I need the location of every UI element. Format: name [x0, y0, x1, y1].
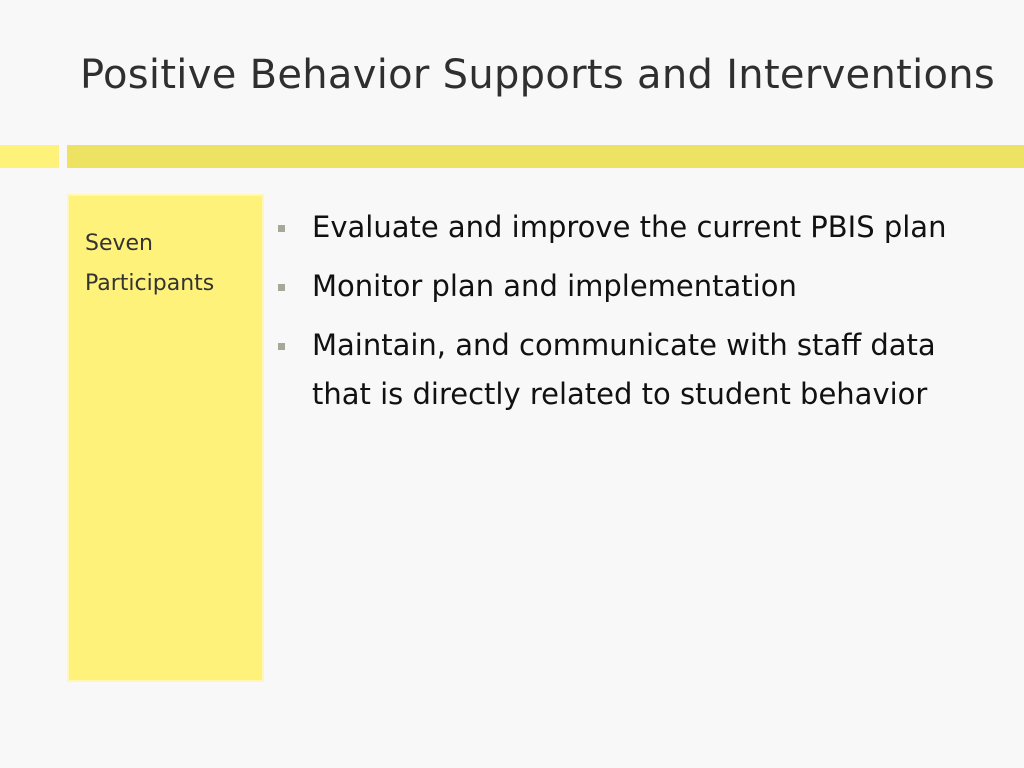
slide-title: Positive Behavior Supports and Interventions: [80, 52, 996, 98]
square-bullet-icon: [278, 284, 285, 291]
square-bullet-icon: [278, 225, 285, 232]
bullet-list: [278, 203, 978, 429]
bullet-item: [278, 262, 978, 311]
bullet-item: [278, 203, 978, 252]
bullet-text: Monitor plan and implementation: [312, 269, 797, 303]
bullet-item: [278, 321, 978, 419]
square-bullet-icon: [278, 343, 285, 350]
accent-bar-left: [0, 145, 59, 168]
sidebar-box: [67, 194, 264, 682]
accent-bar-right: [67, 145, 1024, 168]
bullet-text: Evaluate and improve the current PBIS plan: [312, 210, 947, 244]
sidebar-label: Seven Participants: [85, 231, 215, 296]
bullet-text: Maintain, and communicate with staff data that is directly related to student behavior: [312, 328, 936, 411]
